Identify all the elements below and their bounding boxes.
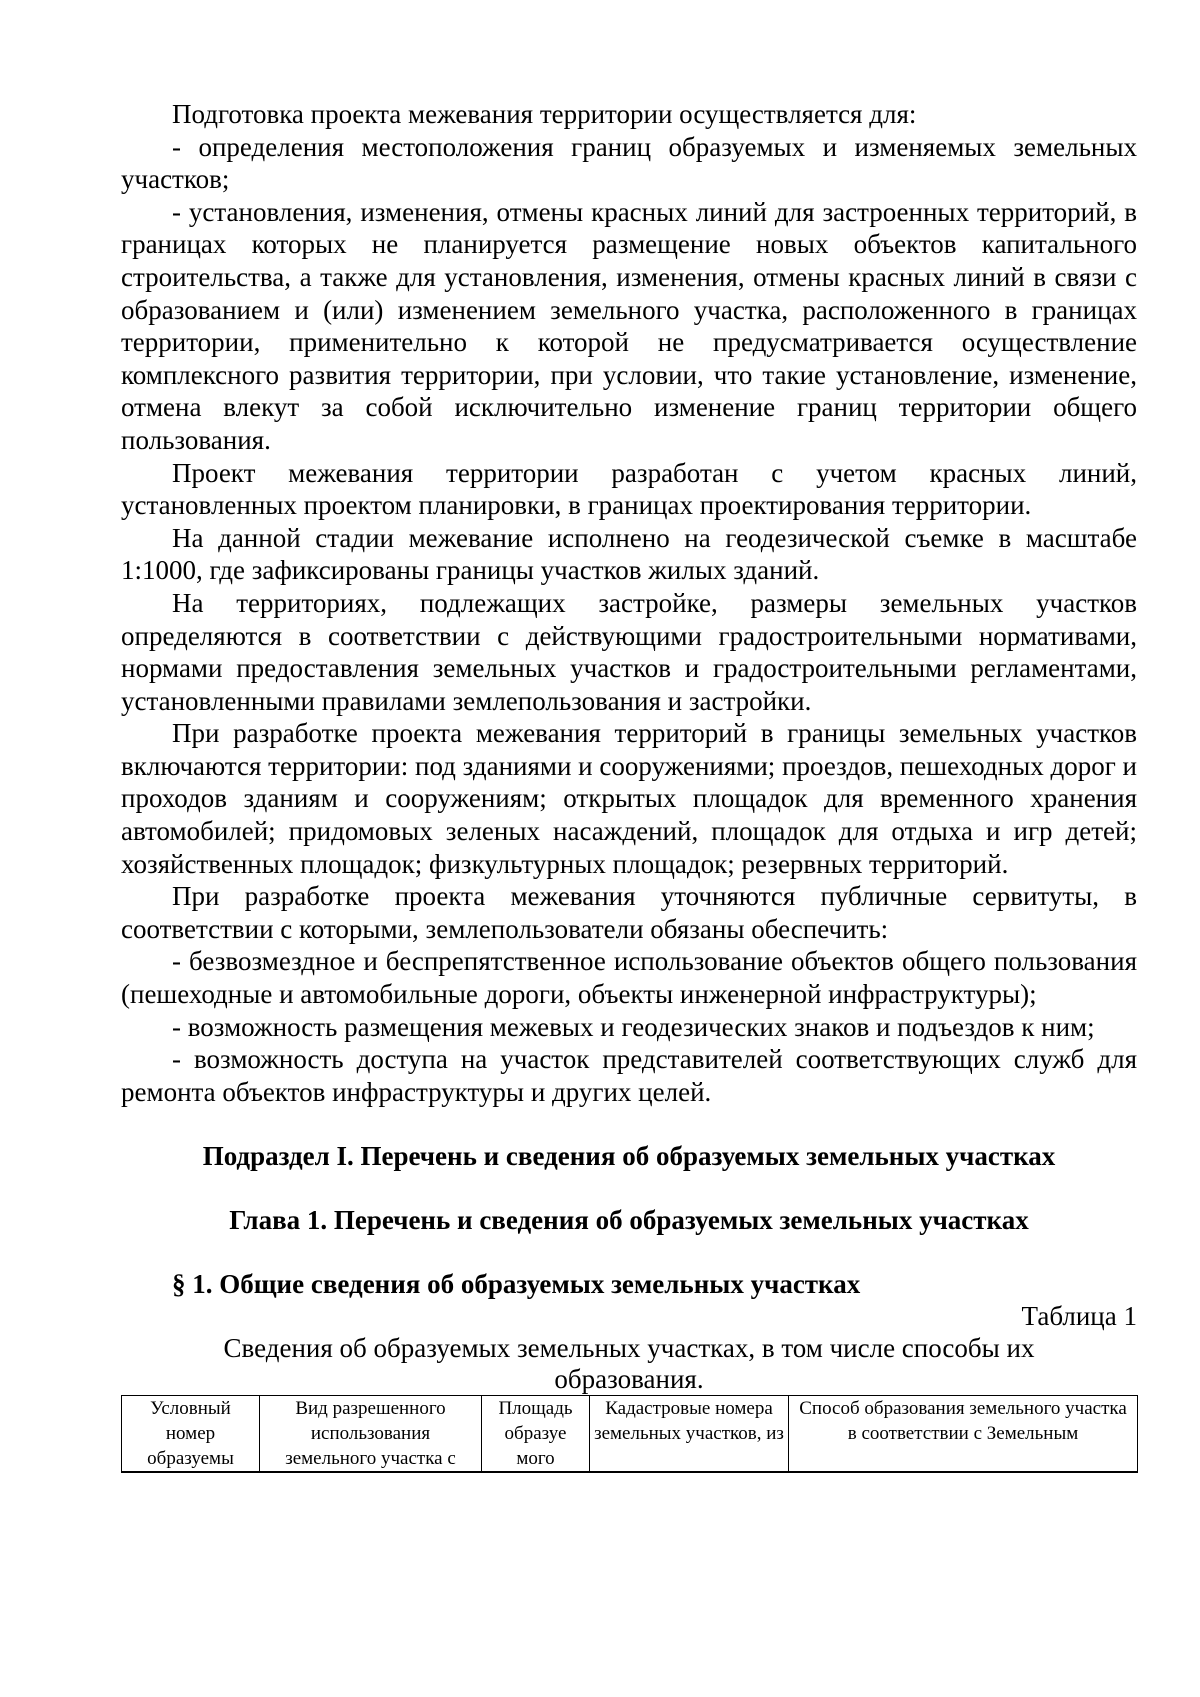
table-label: Таблица 1 — [1021, 1301, 1137, 1332]
table-header-cell: Вид разрешенного использования земельного участка с — [260, 1396, 482, 1473]
paragraph-free-use: - безвозмездное и беспрепятственное использование объектов общего пользования (пешеходные и автомобильные дороги, объекты инженерной инфраструктуры); — [121, 946, 1137, 1010]
paragraph-sizes: На территориях, подлежащих застройке, размеры земельных участков определяются в соответствии с действующими градостроительными нормативами, нормами предоставления земельных участков и градостроительными регламентами, установленными правилами землепользования и застройки. — [121, 587, 1137, 716]
table-header-row — [122, 1396, 1138, 1473]
paragraph-intro: Подготовка проекта межевания территории осуществляется для: — [172, 99, 917, 129]
table-header-cell: Кадастровые номера земельных участков, из — [590, 1396, 789, 1473]
subsection-heading: Подраздел I. Перечень и сведения об образуемых земельных участках — [202, 1141, 1056, 1172]
table-header-cell: Способ образования земельного участка в соответствии с Земельным — [789, 1396, 1138, 1473]
table-header-cell: Площадь образуе мого — [482, 1396, 590, 1473]
paragraph-territories: При разработке проекта межевания территорий в границы земельных участков включаются территории: под зданиями и сооружениями; проездов, пешеходных дорог и проходов зданиям и сооружениям; открытых площадок для временного хранения автомобилей; придомовых зеленых насаждений, площадок для отдыха и игр детей; хозяйственных площадок; физкультурных площадок; резервных территорий. — [121, 718, 1137, 879]
table-caption: Сведения об образуемых земельных участках, в том числе способы их образования. — [223, 1333, 1035, 1395]
document-page — [121, 98, 1137, 1473]
table-header-cell: Условный номер образуемы — [122, 1396, 260, 1473]
paragraph-access: - возможность доступа на участок представителей соответствующих служб для ремонта объектов инфраструктуры и других целей. — [121, 1044, 1137, 1107]
paragraph-scale: На данной стадии межевание исполнено на геодезической съемке в масштабе 1:1000, где зафиксированы границы участков жилых зданий. — [121, 522, 1137, 586]
paragraph-markers: - возможность размещения межевых и геодезических знаков и подъездов к ним; — [172, 1011, 1095, 1042]
paragraph-heading: § 1. Общие сведения об образуемых земельных участках — [172, 1269, 861, 1300]
chapter-heading: Глава 1. Перечень и сведения об образуемых земельных участках — [229, 1205, 1029, 1236]
land-plots-table — [121, 1395, 1138, 1473]
paragraph-planning: Проект межевания территории разработан с учетом красных линий, установленных проектом планировки, в границах проектирования территории. — [121, 457, 1137, 521]
paragraph-red-lines: - установления, изменения, отмены красных линий для застроенных территорий, в границах которых не планируется размещение новых объектов капитального строительства, а также для установления, изменения, отмены красных линий в связи с образованием и (или) изменением земельного участка, расположенного в границах территории, применительно к которой не предусматривается осуществление комплексного развития территории, при условии, что такие установление, изменение, отмена влекут за собой исключительно изменение границ территории общего пользования. — [121, 196, 1137, 455]
paragraph-servitudes: При разработке проекта межевания уточняются публичные сервитуты, в соответствии с которыми, землепользователи обязаны обеспечить: — [121, 881, 1137, 944]
paragraph-boundaries: - определения местоположения границ образуемых и изменяемых земельных участков; — [121, 131, 1137, 195]
